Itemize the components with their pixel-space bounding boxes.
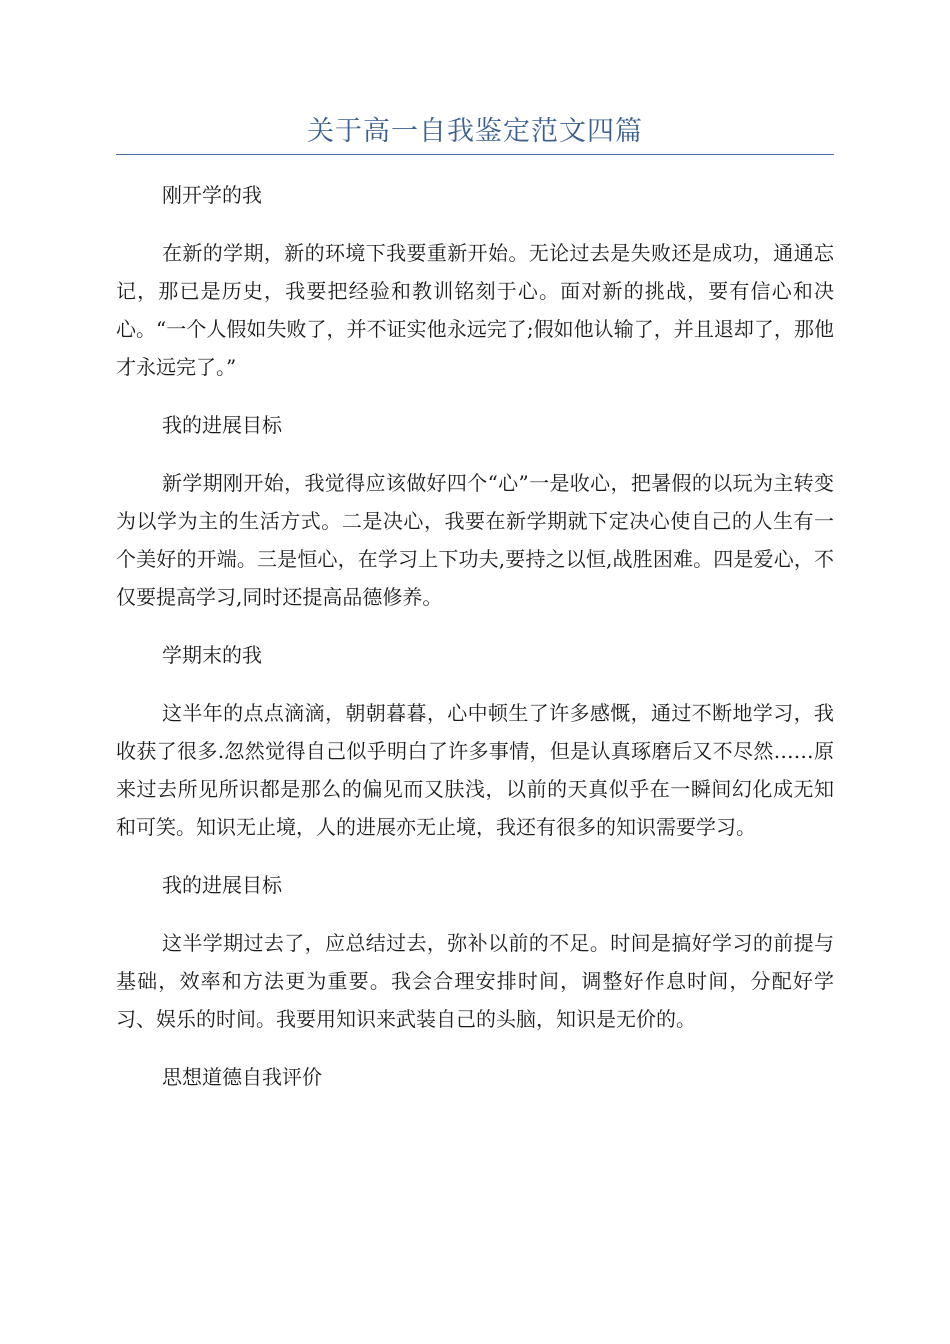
section-heading: 我的进展目标 — [162, 873, 282, 897]
section-heading: 学期末的我 — [162, 643, 262, 667]
section-heading: 刚开学的我 — [162, 183, 262, 207]
title-divider — [116, 154, 834, 155]
body-paragraph: 这半年的点点滴滴，朝朝暮暮，心中顿生了许多感慨，通过不断地学习，我收获了很多.忽然觉得自己似乎明白了许多事情，但是认真琢磨后又不尽然……原来过去所见所识都是那么的偏见而又肤浅，以前的天真似乎在一瞬间幻化成无知和可笑。知识无止境，人的进展亦无止境，我还有很多的知识需要学习。 — [116, 701, 834, 839]
section-heading: 我的进展目标 — [162, 413, 282, 437]
document-title: 关于高一自我鉴定范文四篇 — [307, 116, 643, 147]
body-paragraph: 新学期刚开始，我觉得应该做好四个“心”一是收心，把暑假的以玩为主转变为以学为主的生活方式。二是决心，我要在新学期就下定决心使自己的人生有一个美好的开端。三是恒心，在学习上下功夫,要持之以恒,战胜困难。四是爱心，不仅要提高学习,同时还提高品德修养。 — [116, 471, 834, 609]
body-paragraph: 这半学期过去了，应总结过去，弥补以前的不足。时间是搞好学习的前提与基础，效率和方法更为重要。我会合理安排时间，调整好作息时间，分配好学习、娱乐的时间。我要用知识来武装自己的头脑，知识是无价的。 — [116, 931, 834, 1031]
body-paragraph: 在新的学期，新的环境下我要重新开始。无论过去是失败还是成功，通通忘记，那已是历史，我要把经验和教训铭刻于心。面对新的挑战，要有信心和决心。“一个人假如失败了，并不证实他永远完了;假如他认输了，并且退却了，那他才永远完了。” — [116, 241, 834, 379]
document-body — [116, 176, 834, 1116]
section-heading: 思想道德自我评价 — [162, 1065, 322, 1089]
